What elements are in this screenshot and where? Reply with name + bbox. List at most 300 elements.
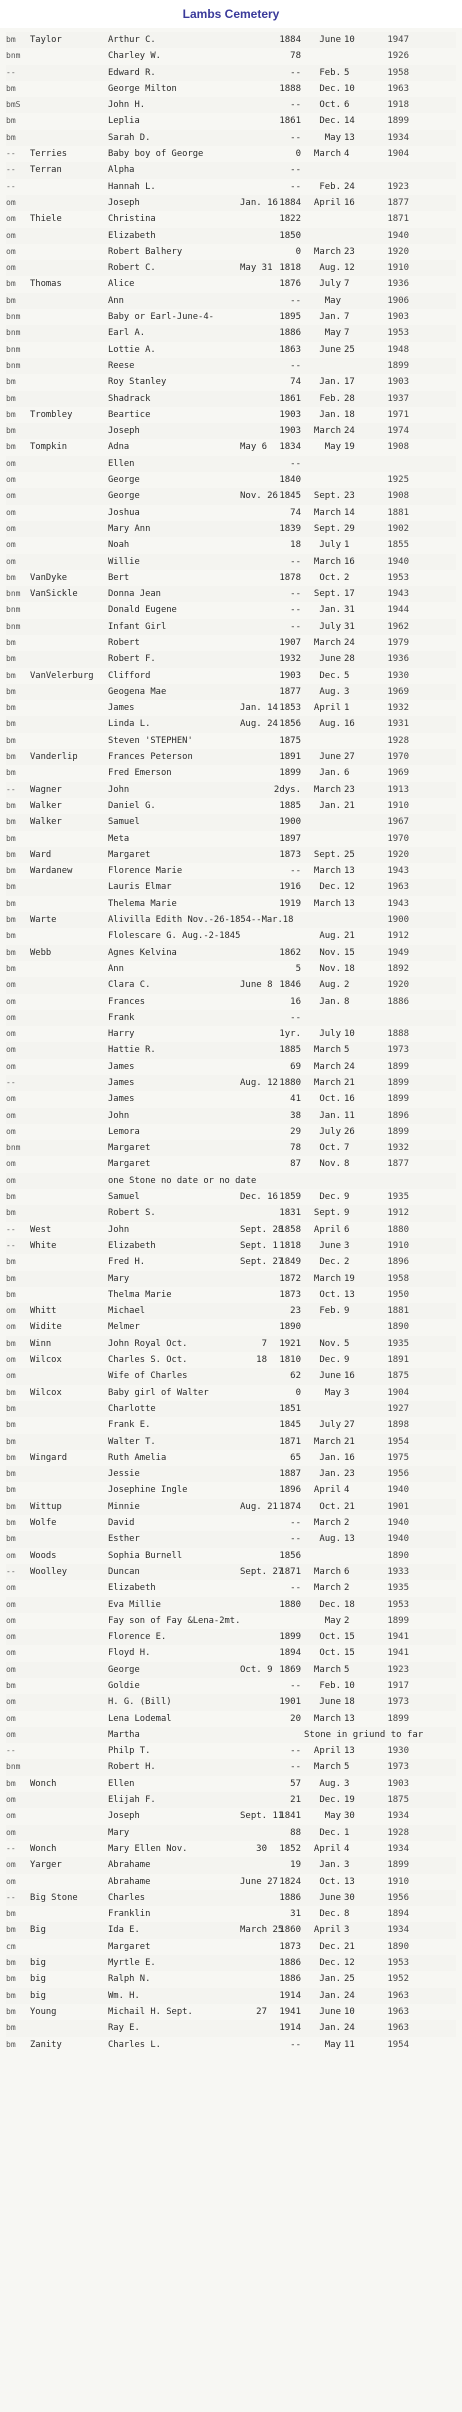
row-birth-md [240, 537, 270, 553]
row-death-day: 13 [344, 132, 355, 143]
row-death-year: 1888 [387, 1029, 409, 1040]
row-birth-year: -- [290, 295, 301, 306]
row-given-name: Fay son of Fay &Lena-2mt. [108, 1615, 241, 1626]
row-code: bm [6, 572, 16, 582]
row-birth-md: Jan. 14 [240, 703, 278, 714]
row-death-year: 1953 [387, 572, 409, 583]
row-birth-md: Nov. 26 [240, 491, 278, 502]
table-row [6, 113, 456, 129]
row-code: om [6, 1012, 16, 1022]
row-birth-md [240, 1140, 270, 1156]
row-code: bm [6, 116, 16, 126]
row-surname: Tompkin [30, 442, 68, 453]
row-surname [30, 48, 108, 64]
table-row [6, 358, 456, 374]
row-birth-year: -- [290, 132, 301, 143]
row-birth-year: 1822 [279, 214, 301, 225]
row-death-month [304, 162, 344, 178]
row-code: -- [6, 181, 16, 191]
row-birth-year: 1862 [279, 947, 301, 958]
row-given-name: George [108, 491, 140, 502]
row-surname [30, 1189, 108, 1205]
row-death-month: June [319, 752, 341, 763]
row-death-day: 19 [344, 1795, 355, 1806]
row-birth-year: 1887 [279, 1469, 301, 1480]
row-death-month: June [319, 1892, 341, 1903]
row-code: bm [6, 442, 16, 452]
row-death-day: 12 [344, 263, 355, 274]
row-surname [30, 831, 108, 847]
row-surname: VanVelerburg [30, 670, 94, 681]
row-birth-md: Aug. 12 [240, 1078, 278, 1088]
row-death-year: 1953 [387, 1958, 409, 1969]
row-given-name: Linda L. [108, 719, 151, 730]
row-birth-md [240, 81, 270, 97]
row-birth-md [240, 423, 270, 439]
row-given-name: James [108, 1078, 135, 1088]
row-death-year [374, 1010, 412, 1026]
row-given-name: Fred H. [108, 1257, 146, 1268]
row-birth-md [240, 1466, 270, 1482]
table-row [6, 439, 456, 455]
row-surname [30, 1271, 108, 1287]
row-birth-md [240, 847, 270, 863]
row-death-day: 23 [344, 1469, 355, 1480]
row-death-year: 1930 [387, 1746, 409, 1757]
row-given-name: James [108, 1061, 135, 1072]
row-death-month [304, 358, 344, 374]
table-row [6, 195, 456, 211]
row-code: bm [6, 898, 16, 908]
table-row [6, 1385, 456, 1401]
row-birth-md [240, 1156, 270, 1172]
row-given-name: Mary [108, 1827, 130, 1838]
row-death-year: 1904 [387, 1387, 409, 1398]
row-birth-year: 1845 [279, 1420, 301, 1431]
table-row [6, 1580, 456, 1596]
row-birth-year: -- [290, 1518, 301, 1529]
row-surname [30, 521, 108, 537]
row-birth-md [240, 1743, 270, 1759]
row-death-day: 10 [344, 35, 355, 45]
row-surname [30, 1108, 108, 1124]
row-death-year: 1899 [387, 1860, 409, 1871]
row-birth-year: -- [290, 589, 301, 600]
row-death-year: 1920 [387, 246, 409, 257]
table-row [6, 602, 456, 618]
row-death-month: Dec. [319, 1827, 341, 1838]
row-death-year: 1890 [387, 1322, 409, 1333]
row-given-name: Melmer [108, 1322, 140, 1333]
row-birth-md [240, 358, 270, 374]
table-row [6, 554, 456, 570]
row-birth-year: 20 [290, 1713, 301, 1724]
row-death-month: March [313, 1518, 341, 1529]
row-death-year: 1900 [387, 915, 409, 926]
row-code: bm [6, 1534, 16, 1544]
table-row [6, 1336, 456, 1352]
row-given-name: Walter T. [108, 1436, 156, 1447]
row-surname [30, 195, 108, 211]
row-death-month: March [313, 149, 341, 160]
row-death-year: 1931 [387, 719, 409, 730]
row-birth-md [240, 1205, 270, 1221]
row-surname: big [30, 1974, 46, 1985]
row-death-month: Nov. [319, 947, 341, 958]
row-surname [30, 994, 108, 1010]
row-birth-md [240, 1548, 270, 1564]
table-row [6, 684, 456, 700]
row-death-day: 13 [344, 866, 355, 877]
row-code: om [6, 214, 16, 224]
row-given-name: John [108, 1224, 130, 1235]
row-birth-md [240, 1629, 270, 1645]
row-given-name: Robert Balhery [108, 246, 183, 257]
row-death-month: Nov. [319, 1159, 341, 1170]
row-surname [30, 1059, 108, 1075]
table-row [6, 814, 456, 830]
table-row [6, 1743, 456, 1759]
row-surname [30, 1613, 108, 1629]
table-row [6, 374, 456, 390]
row-surname [30, 325, 108, 341]
row-birth-md [240, 668, 270, 684]
row-death-day: 24 [344, 2023, 355, 2034]
row-surname [30, 228, 108, 244]
row-death-day: 7 [344, 279, 350, 290]
row-death-day [344, 472, 374, 488]
row-birth-year [270, 928, 304, 944]
row-death-day [344, 162, 374, 178]
row-surname [30, 244, 108, 260]
row-given-name: Elizabeth [108, 230, 156, 241]
row-death-day: 8 [344, 1159, 350, 1170]
row-death-day: 30 [344, 1811, 355, 1822]
row-death-day: 11 [344, 2039, 355, 2050]
row-code: om [6, 996, 16, 1006]
row-given-name: Thelema Marie [108, 898, 177, 909]
row-birth-year: 1818 [279, 1240, 301, 1251]
row-death-year: 1933 [387, 1566, 409, 1577]
row-death-month: March [313, 1664, 341, 1675]
row-given-name: Margaret [108, 1941, 151, 1952]
row-code: bm [6, 1208, 16, 1218]
row-death-month: Aug. [319, 931, 341, 942]
row-given-name: Charles [108, 1892, 146, 1903]
row-given-name: Wife of Charles [108, 1371, 188, 1382]
row-surname [30, 113, 108, 129]
row-birth-md: 7 [261, 1338, 267, 1349]
row-death-year: 1899 [387, 1078, 409, 1088]
table-row [6, 1906, 456, 1922]
row-birth-md [240, 1417, 270, 1433]
table-row [6, 179, 456, 195]
row-surname [30, 537, 108, 553]
row-code: om [6, 1029, 16, 1039]
row-given-name: George [108, 475, 140, 486]
row-birth-md [240, 2037, 270, 2053]
row-code: bm [6, 735, 16, 745]
row-given-name: Reese [108, 360, 135, 371]
row-death-year: 1877 [387, 1159, 409, 1170]
table-row [6, 716, 456, 732]
row-code: bm [6, 1452, 16, 1462]
row-birth-year: 1932 [279, 654, 301, 665]
row-given-name: Samuel [108, 817, 140, 828]
row-death-year: 1910 [387, 800, 409, 811]
row-death-year: 1943 [387, 589, 409, 600]
row-birth-year: 1871 [279, 1566, 301, 1577]
row-death-year: 1932 [387, 1143, 409, 1154]
row-death-year: 1908 [387, 491, 409, 502]
row-given-name: Joseph [108, 1811, 140, 1822]
row-death-month [304, 1010, 344, 1026]
row-birth-year: 1877 [279, 686, 301, 697]
row-death-day: 8 [344, 1909, 350, 1920]
row-given-name: Mary [108, 1273, 130, 1284]
row-death-month: Jan. [319, 377, 341, 388]
row-death-month: Oct. [319, 100, 341, 111]
row-death-year: 1906 [387, 295, 409, 306]
row-code: -- [6, 165, 16, 175]
row-birth-year: 1888 [279, 83, 301, 94]
table-row [6, 1499, 456, 1515]
row-given-name: Lena Lodemal [108, 1713, 172, 1724]
row-birth-year: 1914 [279, 1990, 301, 2001]
row-birth-md [240, 1727, 270, 1743]
row-death-day [344, 912, 374, 928]
row-death-year: 1894 [387, 1909, 409, 1920]
row-death-day: 16 [344, 719, 355, 730]
table-row [6, 1564, 456, 1580]
row-death-month: Jan. [319, 800, 341, 811]
row-death-day [344, 358, 374, 374]
row-surname [30, 716, 108, 732]
row-code: bm [6, 866, 16, 876]
row-surname [30, 1254, 108, 1270]
row-birth-md [240, 1939, 270, 1955]
row-birth-year: 1880 [279, 1078, 301, 1088]
row-death-day: 10 [344, 83, 355, 94]
row-death-month: March [313, 1078, 341, 1088]
row-code: bm [6, 1680, 16, 1690]
row-death-day [344, 48, 374, 64]
row-death-year: 1941 [387, 1632, 409, 1643]
row-death-year: 1899 [387, 1061, 409, 1072]
row-code: bm [6, 35, 16, 44]
row-death-year: 1948 [387, 344, 409, 355]
row-birth-md [240, 1776, 270, 1792]
row-birth-year: -- [290, 1012, 301, 1023]
row-given-name: Bert [108, 572, 130, 583]
table-row [6, 309, 456, 325]
row-death-month: June [319, 1371, 341, 1382]
row-death-month: Jan. [319, 1110, 341, 1121]
row-surname: Trombley [30, 409, 73, 420]
row-given-name: Alice [108, 279, 135, 290]
row-death-month: Aug. [319, 686, 341, 697]
table-row [6, 456, 456, 472]
row-surname: Winn [30, 1338, 52, 1349]
row-death-month: Dec. [319, 1941, 341, 1952]
table-row [6, 81, 456, 97]
row-surname [30, 423, 108, 439]
row-given-name: Elijah F. [108, 1795, 156, 1806]
row-death-month [304, 733, 344, 749]
row-death-year: 1935 [387, 1192, 409, 1203]
row-death-year: 1899 [387, 1094, 409, 1105]
row-birth-md [240, 1711, 270, 1727]
row-code: om [6, 1583, 16, 1593]
row-birth-year: 1901 [279, 1697, 301, 1708]
row-surname [30, 1711, 108, 1727]
row-code: bm [6, 377, 16, 387]
row-birth-year: 1907 [279, 637, 301, 648]
row-death-day: 28 [344, 654, 355, 665]
row-death-day: 12 [344, 882, 355, 893]
table-row [6, 1466, 456, 1482]
row-birth-year: 1818 [279, 263, 301, 274]
row-death-day: 5 [344, 1338, 350, 1349]
row-death-year: 1940 [387, 230, 409, 241]
row-given-name: John Royal Oct. [108, 1338, 188, 1349]
row-given-name: John [108, 784, 130, 795]
row-death-day: 25 [344, 344, 355, 355]
row-death-month: March [313, 1762, 341, 1773]
row-death-month [304, 228, 344, 244]
row-given-name: Leplia [108, 116, 140, 127]
row-death-day [344, 1010, 374, 1026]
table-row [6, 244, 456, 260]
row-death-day: 21 [344, 1941, 355, 1952]
row-given-name: George Milton [108, 83, 177, 94]
row-surname [30, 1906, 108, 1922]
table-row [6, 749, 456, 765]
row-birth-md [240, 586, 270, 602]
row-death-year: 1912 [387, 1208, 409, 1219]
row-code: om [6, 1827, 16, 1837]
row-birth-year: 1886 [279, 1958, 301, 1969]
row-birth-md [240, 1401, 270, 1417]
row-death-year: 1956 [387, 1469, 409, 1480]
row-code: -- [6, 1892, 16, 1902]
row-given-name: Frank [108, 1012, 135, 1023]
row-death-month [304, 912, 344, 928]
row-given-name: Martha [108, 1729, 140, 1740]
row-given-name: Margaret [108, 1159, 151, 1170]
row-death-day: 3 [344, 1925, 350, 1936]
row-death-month: March [313, 246, 341, 257]
row-birth-year: 0 [295, 1387, 301, 1398]
row-death-day: 27 [344, 1420, 355, 1431]
row-given-name: Flolescare G. Aug.-2-1845 [108, 931, 241, 942]
row-death-month: March [313, 1045, 341, 1056]
row-birth-md [240, 1287, 270, 1303]
row-code: om [6, 1632, 16, 1642]
row-birth-md [240, 733, 270, 749]
row-code: bnm [6, 51, 21, 61]
row-birth-year: 38 [290, 1110, 301, 1121]
row-birth-md [240, 945, 270, 961]
row-death-day: 9 [344, 1306, 350, 1317]
row-death-year: 1969 [387, 768, 409, 779]
row-death-month: Oct. [319, 1876, 341, 1887]
row-birth-md: Sept. 28 [240, 1224, 284, 1235]
row-given-name: Agnes Kelvina [108, 947, 177, 958]
row-code: om [6, 197, 16, 207]
table-row [6, 1140, 456, 1156]
page-title: Lambs Cemetery [0, 0, 462, 28]
row-code: bm [6, 409, 16, 419]
row-death-year: 1904 [387, 149, 409, 160]
row-given-name: Mary Ellen Nov. [108, 1843, 188, 1854]
row-birth-year: 1861 [279, 116, 301, 127]
row-birth-md [240, 1368, 270, 1384]
row-birth-md [240, 684, 270, 700]
row-death-day: 5 [344, 67, 350, 78]
row-birth-year: 1914 [279, 2023, 301, 2034]
row-death-month: May [324, 1811, 341, 1822]
row-code: bm [6, 279, 16, 289]
row-birth-md [240, 619, 270, 635]
row-birth-year: 1856 [279, 719, 301, 730]
row-surname: Yarger [30, 1860, 62, 1871]
row-surname: Terries [30, 149, 68, 160]
row-birth-md [240, 1385, 270, 1401]
row-death-year: 1886 [387, 996, 409, 1007]
table-row [6, 2004, 456, 2020]
row-birth-year: 1841 [279, 1811, 301, 1822]
row-surname [30, 1205, 108, 1221]
row-surname: Wardanew [30, 866, 73, 877]
row-given-name: Franklin [108, 1909, 151, 1920]
row-birth-year: 1860 [279, 1925, 301, 1936]
row-death-day: 6 [344, 1224, 350, 1235]
row-surname [30, 928, 108, 944]
row-surname [30, 391, 108, 407]
table-row [6, 472, 456, 488]
row-birth-year: 1861 [279, 393, 301, 404]
row-given-name: Earl A. [108, 328, 146, 339]
row-birth-year [270, 1613, 304, 1629]
row-death-day: 2 [344, 572, 350, 583]
row-given-name: Philp T. [108, 1746, 151, 1757]
table-row [6, 1205, 456, 1221]
row-death-day: 23 [344, 491, 355, 502]
row-given-name: H. G. (Bill) [108, 1697, 172, 1708]
row-surname: Wilcox [30, 1355, 62, 1366]
row-given-name: Mary Ann [108, 523, 151, 534]
row-birth-year: 1878 [279, 572, 301, 583]
row-birth-md [240, 97, 270, 113]
row-code: bm [6, 1778, 16, 1788]
row-birth-year: 69 [290, 1061, 301, 1072]
row-death-month: May [324, 328, 341, 339]
row-surname [30, 374, 108, 390]
row-birth-md: May 31 [240, 263, 273, 274]
row-death-month [304, 211, 344, 227]
row-birth-md [240, 1010, 270, 1026]
row-death-month [304, 1173, 344, 1189]
row-birth-md [240, 1124, 270, 1140]
row-birth-year: 1875 [279, 735, 301, 746]
row-death-day: 19 [344, 1273, 355, 1284]
row-birth-md: 18 [256, 1355, 267, 1366]
row-surname: Webb [30, 947, 52, 958]
row-given-name: Ralph N. [108, 1974, 151, 1985]
row-birth-year: 1859 [279, 1192, 301, 1203]
row-given-name: Robert [108, 637, 140, 648]
